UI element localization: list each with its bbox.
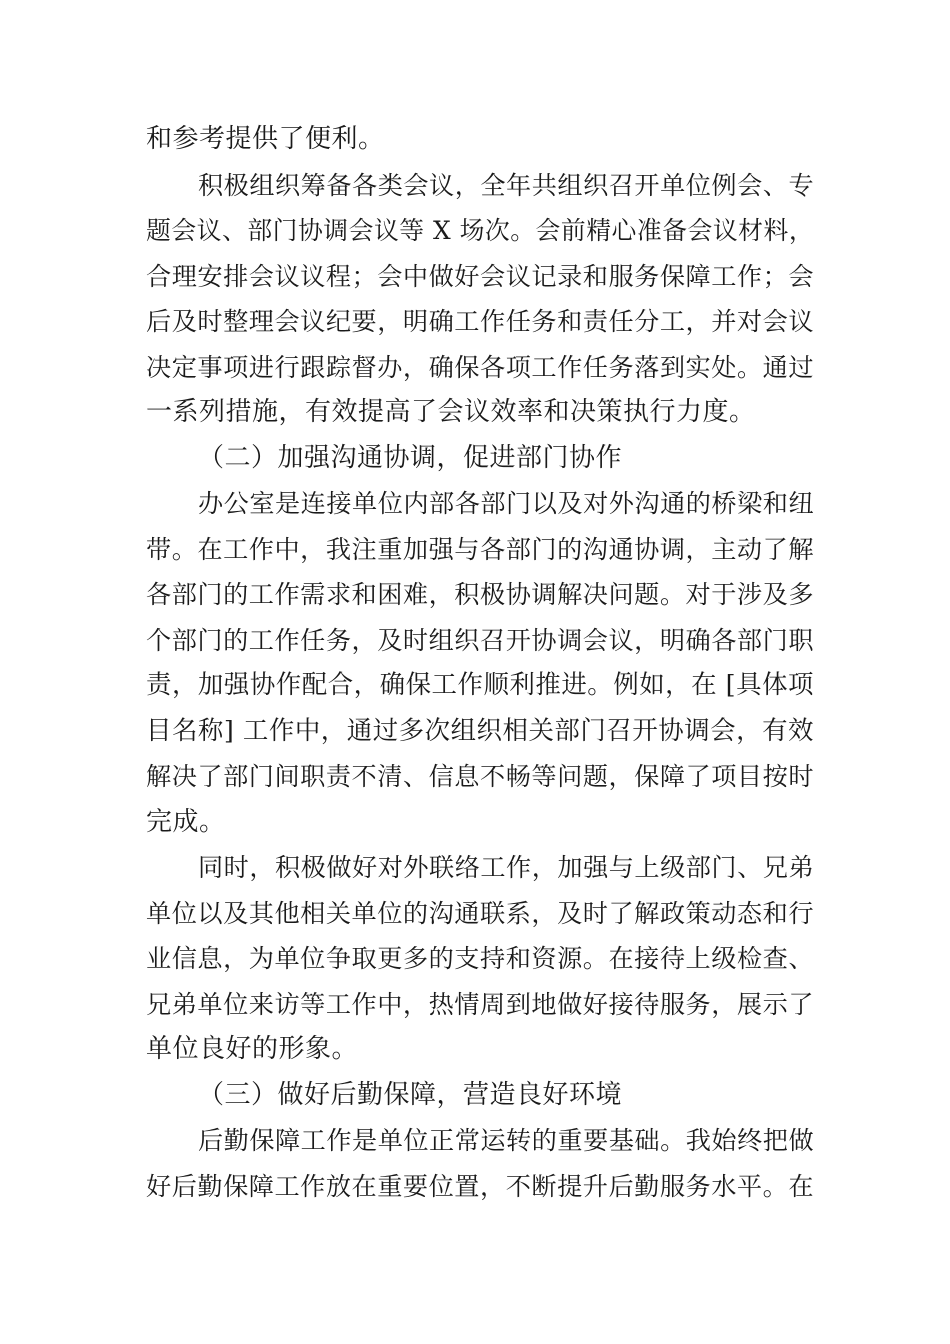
text-line: 完成。 (146, 806, 226, 837)
text-line: 好后勤保障工作放在重要位置，不断提升后勤服务水平。在 (146, 1171, 814, 1201)
text-line: 解决了部门间职责不清、信息不畅等问题，保障了项目按时 (146, 762, 814, 791)
text-line: 题会议、部门协调会议等 X 场次。会前精心准备会议材料， (146, 216, 815, 245)
text-line: 目名称] 工作中，通过多次组织相关部门召开协调会，有效 (146, 715, 814, 746)
document-body (146, 117, 814, 1209)
text-line: 积极组织筹备各类会议，全年共组织召开单位例会、专 (198, 170, 815, 200)
text-line: 办公室是连接单位内部各部门以及对外沟通的桥梁和纽 (198, 489, 815, 518)
section-heading: （二）加强沟通协调，促进部门协作 (198, 442, 623, 473)
text-line: 兄弟单位来访等工作中，热情周到地做好接待服务，展示了 (146, 989, 814, 1019)
text-line: 个部门的工作任务，及时组织召开协调会议，明确各部门职 (146, 625, 814, 655)
text-line: 后勤保障工作是单位正常运转的重要基础。我始终把做 (198, 1126, 815, 1155)
text-line: 单位良好的形象。 (146, 1034, 359, 1064)
text-line: 决定事项进行跟踪督办，确保各项工作任务落到实处。通过 (146, 352, 814, 382)
text-line: 责，加强协作配合，确保工作顺利推进。例如，在 [具体项 (146, 670, 814, 700)
text-line: 一系列措施，有效提高了会议效率和决策执行力度。 (146, 397, 756, 427)
text-line: 单位以及其他相关单位的沟通联系，及时了解政策动态和行 (146, 898, 814, 928)
text-line: 带。在工作中，我注重加强与各部门的沟通协调，主动了解 (146, 534, 814, 564)
section-heading: （三）做好后勤保障，营造良好环境 (198, 1079, 623, 1110)
text-line: 后及时整理会议纪要，明确工作任务和责任分工，并对会议 (146, 307, 814, 336)
text-line: 同时，积极做好对外联络工作，加强与上级部门、兄弟 (198, 853, 815, 882)
text-line: 各部门的工作需求和困难，积极协调解决问题。对于涉及多 (146, 580, 814, 609)
text-line: 业信息，为单位争取更多的支持和资源。在接待上级检查、 (146, 944, 814, 973)
text-line: 和参考提供了便利。 (146, 124, 385, 154)
text-line: 合理安排会议议程；会中做好会议记录和服务保障工作；会 (146, 261, 814, 291)
